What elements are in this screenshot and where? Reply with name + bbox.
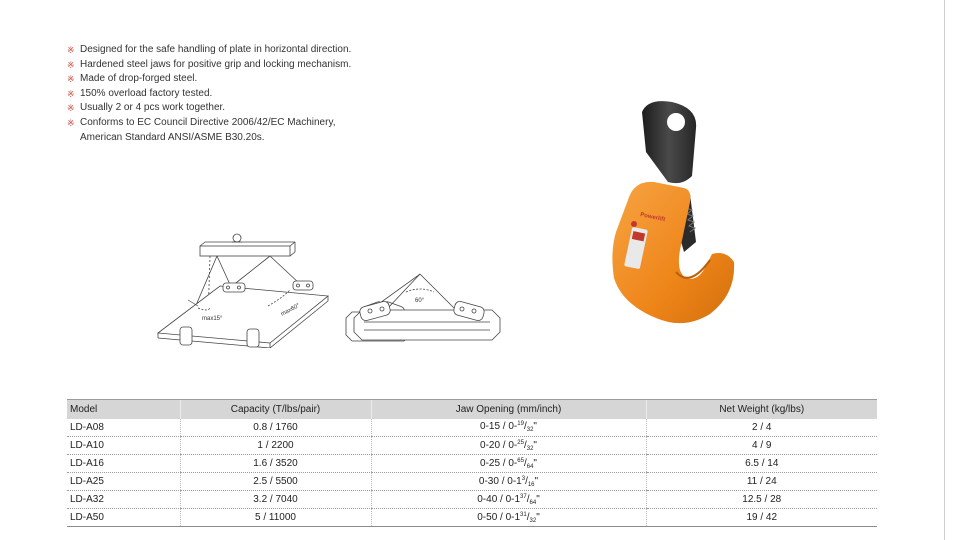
cell-jaw-opening: $0-25 / 0-^{65}/_{64}$": [371, 455, 646, 473]
cell-jaw-opening: $0-30 / 0-1^3/_{16}$": [371, 473, 646, 491]
plate-clamp-product-image: [598, 82, 748, 332]
bullet-icon: ※: [67, 103, 75, 114]
table-row: [67, 419, 877, 437]
column-header-model: Model: [67, 400, 180, 419]
feature-item: ※ Usually 2 or 4 pcs work together.: [67, 101, 427, 116]
table-row: [67, 509, 877, 527]
angle-label-c: 60°: [415, 298, 425, 304]
cell-capacity: 5 / 11000: [180, 509, 371, 527]
cell-jaw-opening: $0-40 / 0-1^{37}/_{64}$": [371, 491, 646, 509]
bullet-icon: ※: [67, 59, 75, 70]
cell-capacity: 3.2 / 7040: [180, 491, 371, 509]
cell-net-weight: 4 / 9: [646, 437, 877, 455]
cell-model: LD-A16: [67, 455, 180, 473]
bullet-icon: ※: [67, 117, 75, 128]
cell-model: LD-A08: [67, 419, 180, 437]
cell-jaw-opening: $0-50 / 0-1^{31}/_{32}$": [371, 509, 646, 527]
cell-model: LD-A25: [67, 473, 180, 491]
cell-capacity: 1.6 / 3520: [180, 455, 371, 473]
bullet-icon: ※: [67, 74, 75, 85]
table-row: [67, 437, 877, 455]
cell-model: LD-A32: [67, 491, 180, 509]
cell-net-weight: 12.5 / 28: [646, 491, 877, 509]
feature-item: ※ Made of drop-forged steel.: [67, 72, 427, 87]
cell-net-weight: 6.5 / 14: [646, 455, 877, 473]
right-border-line: [944, 0, 945, 540]
feature-item-continued: American Standard ANSI/ASME B30.20s.: [80, 131, 265, 143]
column-header-capacity: Capacity (T/lbs/pair): [180, 400, 371, 419]
cell-net-weight: 19 / 42: [646, 509, 877, 527]
table-row: [67, 455, 877, 473]
angle-label-a: max15°: [202, 316, 223, 322]
cell-capacity: 0.8 / 1760: [180, 419, 371, 437]
cell-capacity: 2.5 / 5500: [180, 473, 371, 491]
cell-jaw-opening: $0-15 / 0-^{19}/_{32}$": [371, 419, 646, 437]
angle-label-b: max60°: [280, 302, 301, 318]
table-header-row: [67, 400, 877, 419]
specification-table: [67, 399, 877, 527]
brand-logo: Powerlift: [639, 212, 666, 224]
feature-item: ※ 150% overload factory tested.: [67, 87, 427, 102]
cell-capacity: 1 / 2200: [180, 437, 371, 455]
jaw-angle-diagram: [342, 266, 512, 346]
feature-item: ※ Hardened steel jaws for positive grip and locking mechanism.: [67, 58, 427, 73]
feature-list: [67, 43, 427, 145]
cell-model: LD-A10: [67, 437, 180, 455]
cell-net-weight: 11 / 24: [646, 473, 877, 491]
table-row: [67, 473, 877, 491]
column-header-net-weight: Net Weight (kg/lbs): [646, 400, 877, 419]
table-row: [67, 491, 877, 509]
feature-item: ※ Conforms to EC Council Directive 2006/42/EC Machinery,: [67, 116, 427, 131]
bullet-icon: ※: [67, 45, 75, 55]
column-header-jaw-opening: Jaw Opening (mm/inch): [371, 400, 646, 419]
bullet-icon: ※: [67, 88, 75, 99]
cell-net-weight: 2 / 4: [646, 419, 877, 437]
cell-jaw-opening: $0-20 / 0-^{25}/_{32}$": [371, 437, 646, 455]
feature-item: ※ Designed for the safe handling of plate in horizontal direction.: [67, 43, 427, 58]
cell-model: LD-A50: [67, 509, 180, 527]
